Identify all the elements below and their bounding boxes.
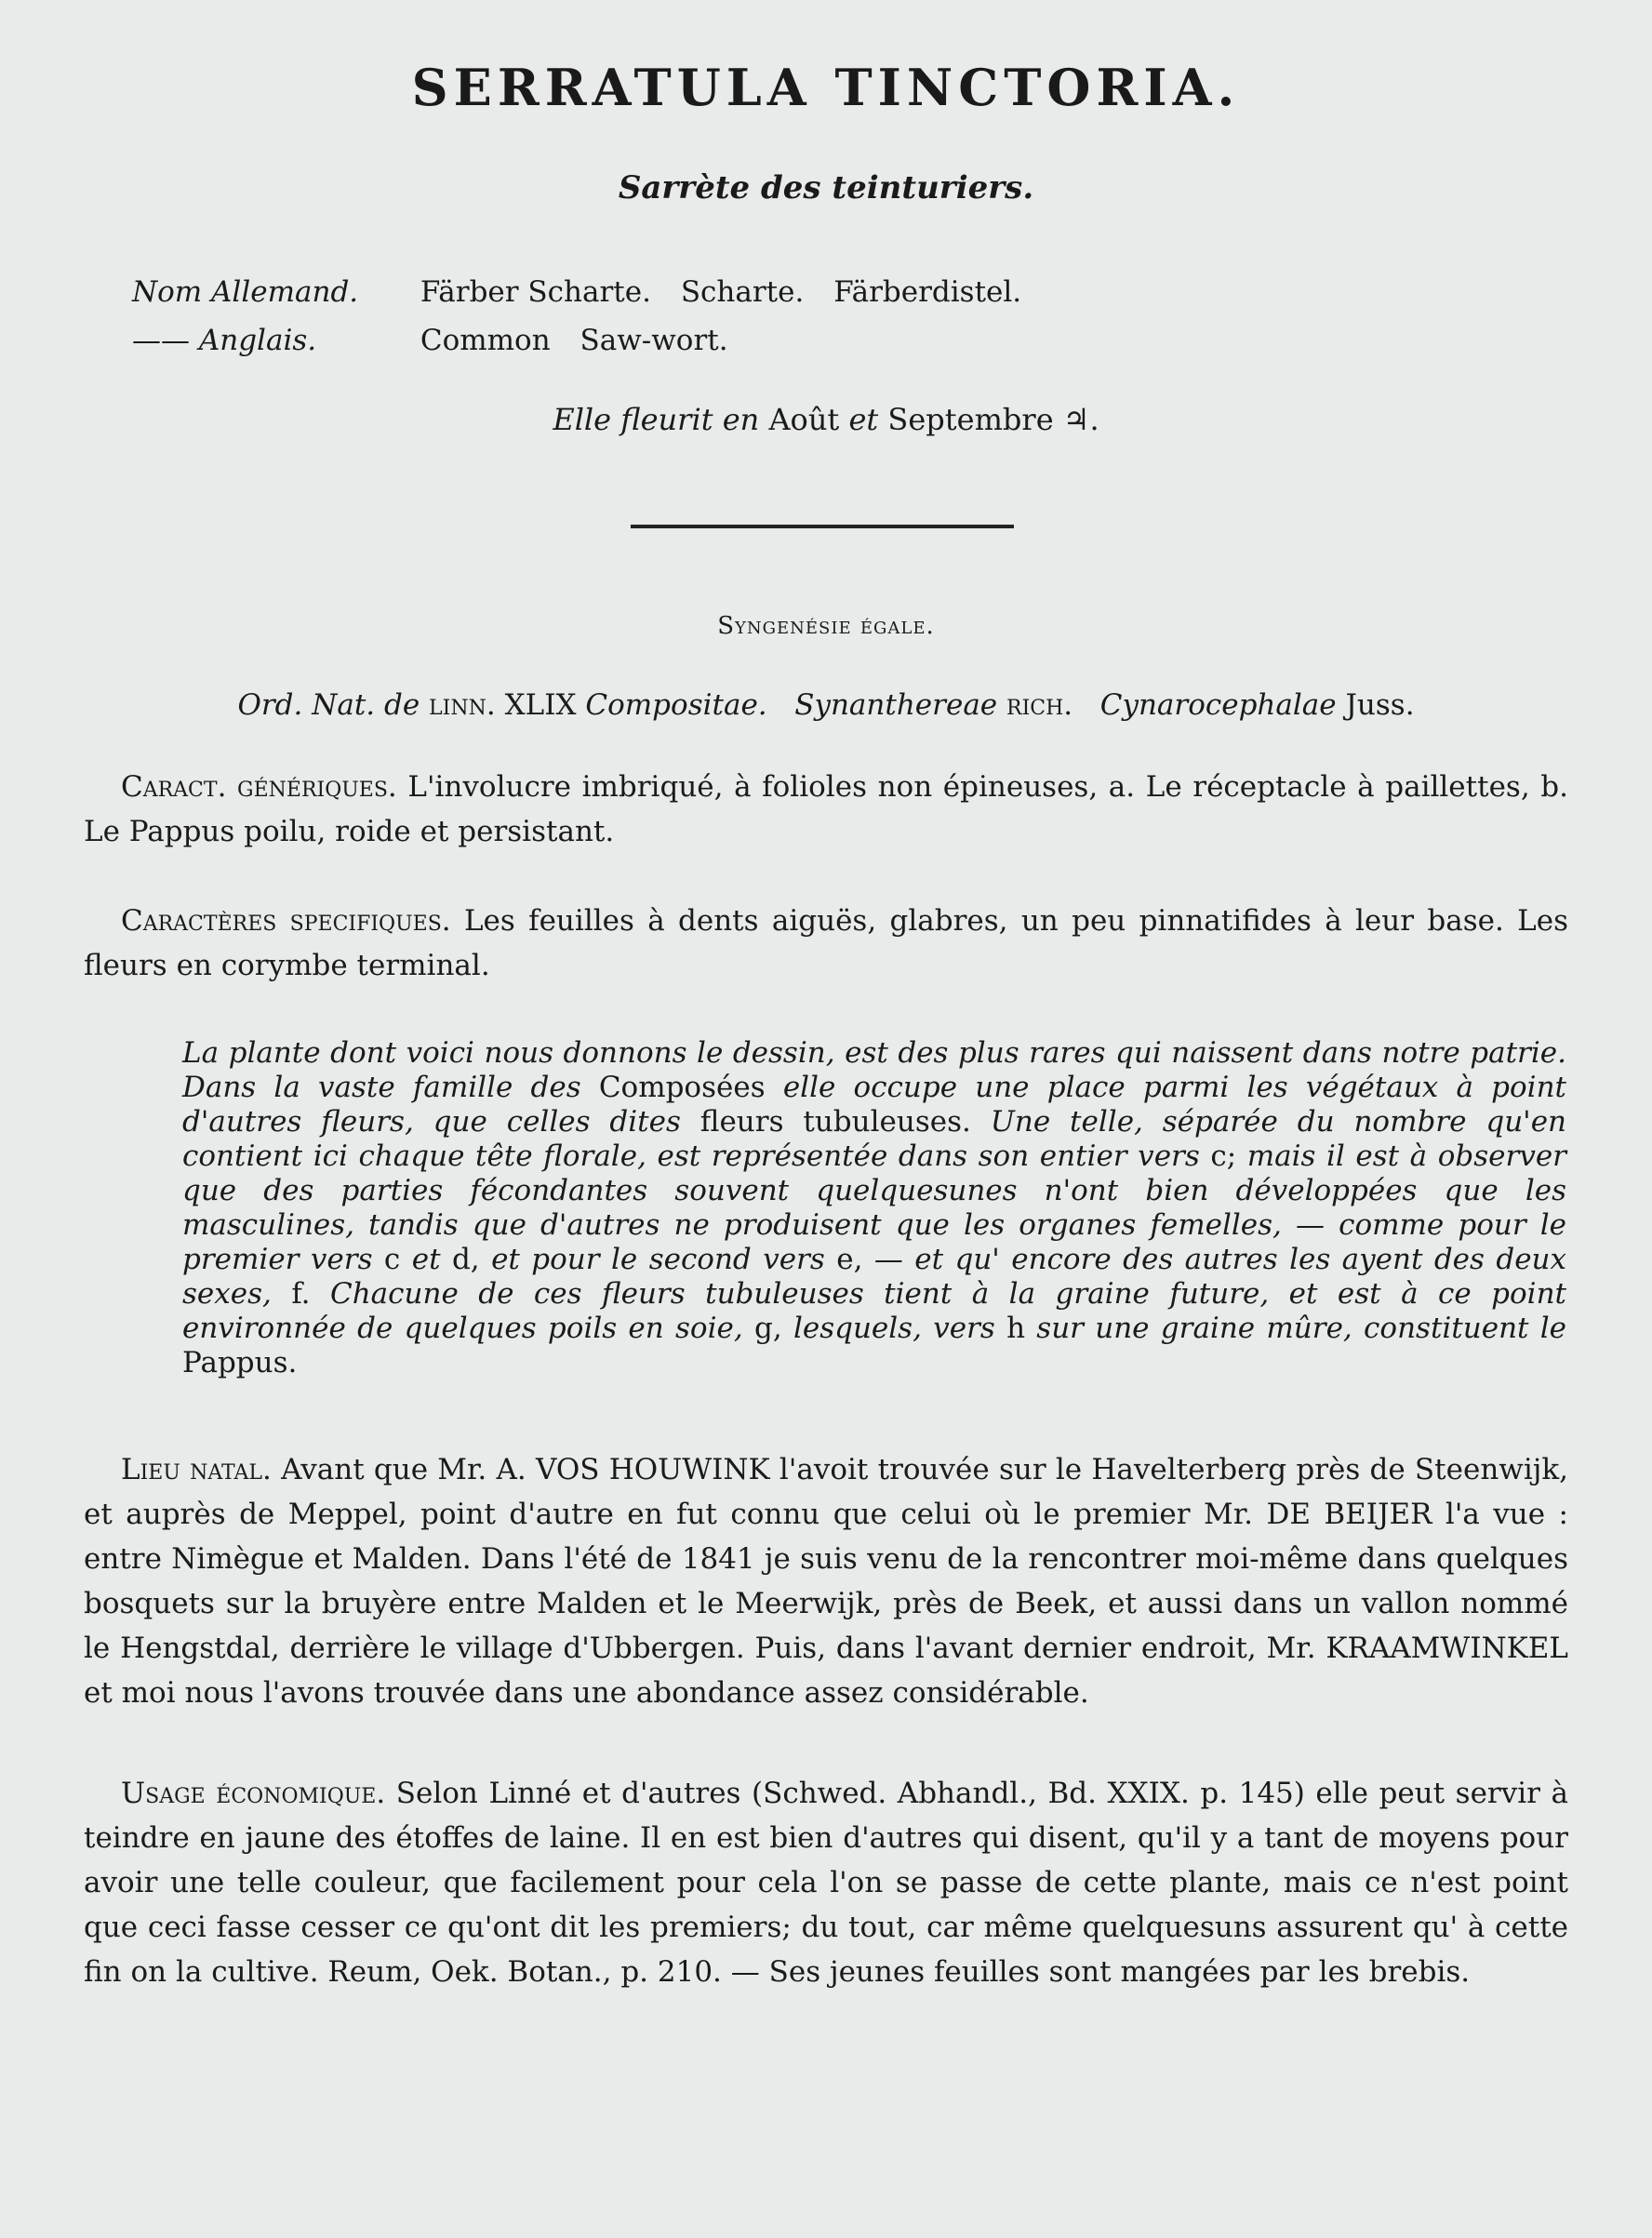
english-name: Saw-wort.	[580, 324, 728, 357]
figure-letter: c	[383, 1243, 401, 1276]
figure-letter: e,	[836, 1243, 863, 1276]
classification: Syngenésie égale.	[717, 612, 935, 640]
german-name: Scharte.	[680, 275, 805, 309]
generic-characters	[84, 765, 1568, 854]
figure-letter: c;	[1210, 1139, 1237, 1173]
english-name: Common	[420, 324, 551, 357]
desc-text: sur une graine mûre, constituent le	[1036, 1312, 1567, 1345]
bloom-text: et	[848, 402, 879, 437]
desc-text: Une telle, séparée du nombre qu'en contient ici chaque tête florale, est représentée dans son entier vers	[182, 1105, 1566, 1173]
german-name-row	[132, 268, 1042, 316]
german-name: Färber Scharte.	[420, 275, 651, 309]
desc-term: Composées	[598, 1071, 766, 1104]
section-text: Avant que Mr. A. VOS HOUWINK l'avoit trouvée sur le Havelterberg près de Steenwijk, et auprès de Meppel, point d'autre en fut connu que celui où le premier Mr. DE BEIJER l'a vue : entre Nimègue et Malden. Dans l'été de 1841 je suis venu de la rencontrer moi-même dans quelques bosquets sur la bruyère entre Malden et le Meerwijk, près de Beek, et aussi dans un vallon nommé le Hengstdal, derrière le village d'Ubbergen. Puis, dans l'avant dernier endroit, Mr. KRAAMWINKEL et moi nous l'avons trouvée dans une abondance assez considérable.	[84, 1453, 1568, 1710]
specific-characters	[84, 899, 1568, 988]
divider	[631, 525, 1014, 528]
bloom-month: Septembre ♃.	[887, 402, 1099, 437]
order-text: Ord. Nat. de	[237, 688, 420, 722]
desc-text: et	[411, 1243, 441, 1276]
order-name: Cynarocephalae	[1099, 688, 1337, 722]
desc-text: mais il est à observer que des parties fécondantes souvent quelquesunes n'ont bien développées que les masculines, tandis que d'autres ne produisent que les organes femelles, — comme pour le premier vers	[182, 1139, 1566, 1276]
figure-letter: f.	[291, 1277, 311, 1311]
order-author: Juss.	[1345, 688, 1415, 722]
english-name-row	[132, 316, 1042, 365]
desc-term: Pappus.	[182, 1346, 298, 1379]
desc-text: — et qu' encore des autres les ayent des deux sexes,	[182, 1243, 1566, 1311]
economic-use	[84, 1771, 1568, 1994]
desc-text: La plante dont voici nous donnons le dessin, est des plus rares qui naissent dans notre patrie. Dans la vaste famille des	[182, 1036, 1566, 1104]
figure-letter: g,	[753, 1312, 782, 1345]
flowering-season	[0, 402, 1652, 437]
desc-text: elle occupe une place parmi les végétaux à point d'autres fleurs, que celles dites	[182, 1071, 1566, 1139]
section-heading: Usage économique.	[121, 1777, 386, 1810]
bloom-text: en	[722, 402, 760, 437]
section-heading: Lieu natal.	[121, 1453, 272, 1486]
page-title: SERRATULA TINCTORIA.	[411, 58, 1241, 117]
bloom-month: Août	[768, 402, 840, 437]
order-author: rich.	[1006, 688, 1073, 722]
natural-order	[0, 688, 1652, 722]
desc-text: et pour le second vers	[491, 1243, 825, 1276]
german-label: Nom Allemand.	[132, 275, 359, 309]
desc-text: lesquels, vers	[793, 1312, 995, 1345]
figure-letter: h	[1006, 1312, 1026, 1345]
order-author: linn.	[429, 688, 496, 722]
order-number: XLIX	[504, 688, 577, 722]
english-label: —— Anglais.	[132, 324, 317, 357]
common-names	[132, 268, 1042, 365]
section-heading: Caractères specifiques.	[121, 904, 451, 938]
section-text: Les feuilles à dents aiguës, glabres, un peu pinnatifides à leur base. Les fleurs en corymbe terminal.	[84, 904, 1568, 982]
order-name: Compositae.	[585, 688, 767, 722]
section-heading: Caract. génériques.	[121, 770, 397, 804]
order-name: Synanthereae	[794, 688, 998, 722]
german-name: Färberdistel.	[833, 275, 1022, 309]
figure-letter: d,	[451, 1243, 480, 1276]
desc-text: Chacune de ces fleurs tubuleuses tient à la graine future, et est à ce point environnée de quelques poils en soie,	[182, 1277, 1566, 1345]
section-text: L'involucre imbriqué, à folioles non épineuses, a. Le réceptacle à paillettes, b. Le Pappus poilu, roide et persistant.	[84, 770, 1568, 848]
native-locality	[84, 1447, 1568, 1715]
section-text: Selon Linné et d'autres (Schwed. Abhandl., Bd. XXIX. p. 145) elle peut servir à teindre en jaune des étoffes de laine. Il en est bien d'autres qui disent, qu'il y a tant de moyens pour avoir une telle couleur, que facilement pour cela l'on se passe de cette plante, mais ce n'est point que ceci fasse cesser ce qu'ont dit les premiers; du tout, car même quelquesuns assurent qu' à cette fin on la cultive. Reum, Oek. Botan., p. 210. — Ses jeunes feuilles sont mangées par les brebis.	[84, 1777, 1569, 1989]
description-block	[182, 1036, 1566, 1380]
page-subtitle: Sarrète des teinturiers.	[618, 169, 1034, 206]
desc-term: fleurs tubuleuses.	[699, 1105, 971, 1139]
bloom-text: Elle fleurit	[553, 402, 713, 437]
